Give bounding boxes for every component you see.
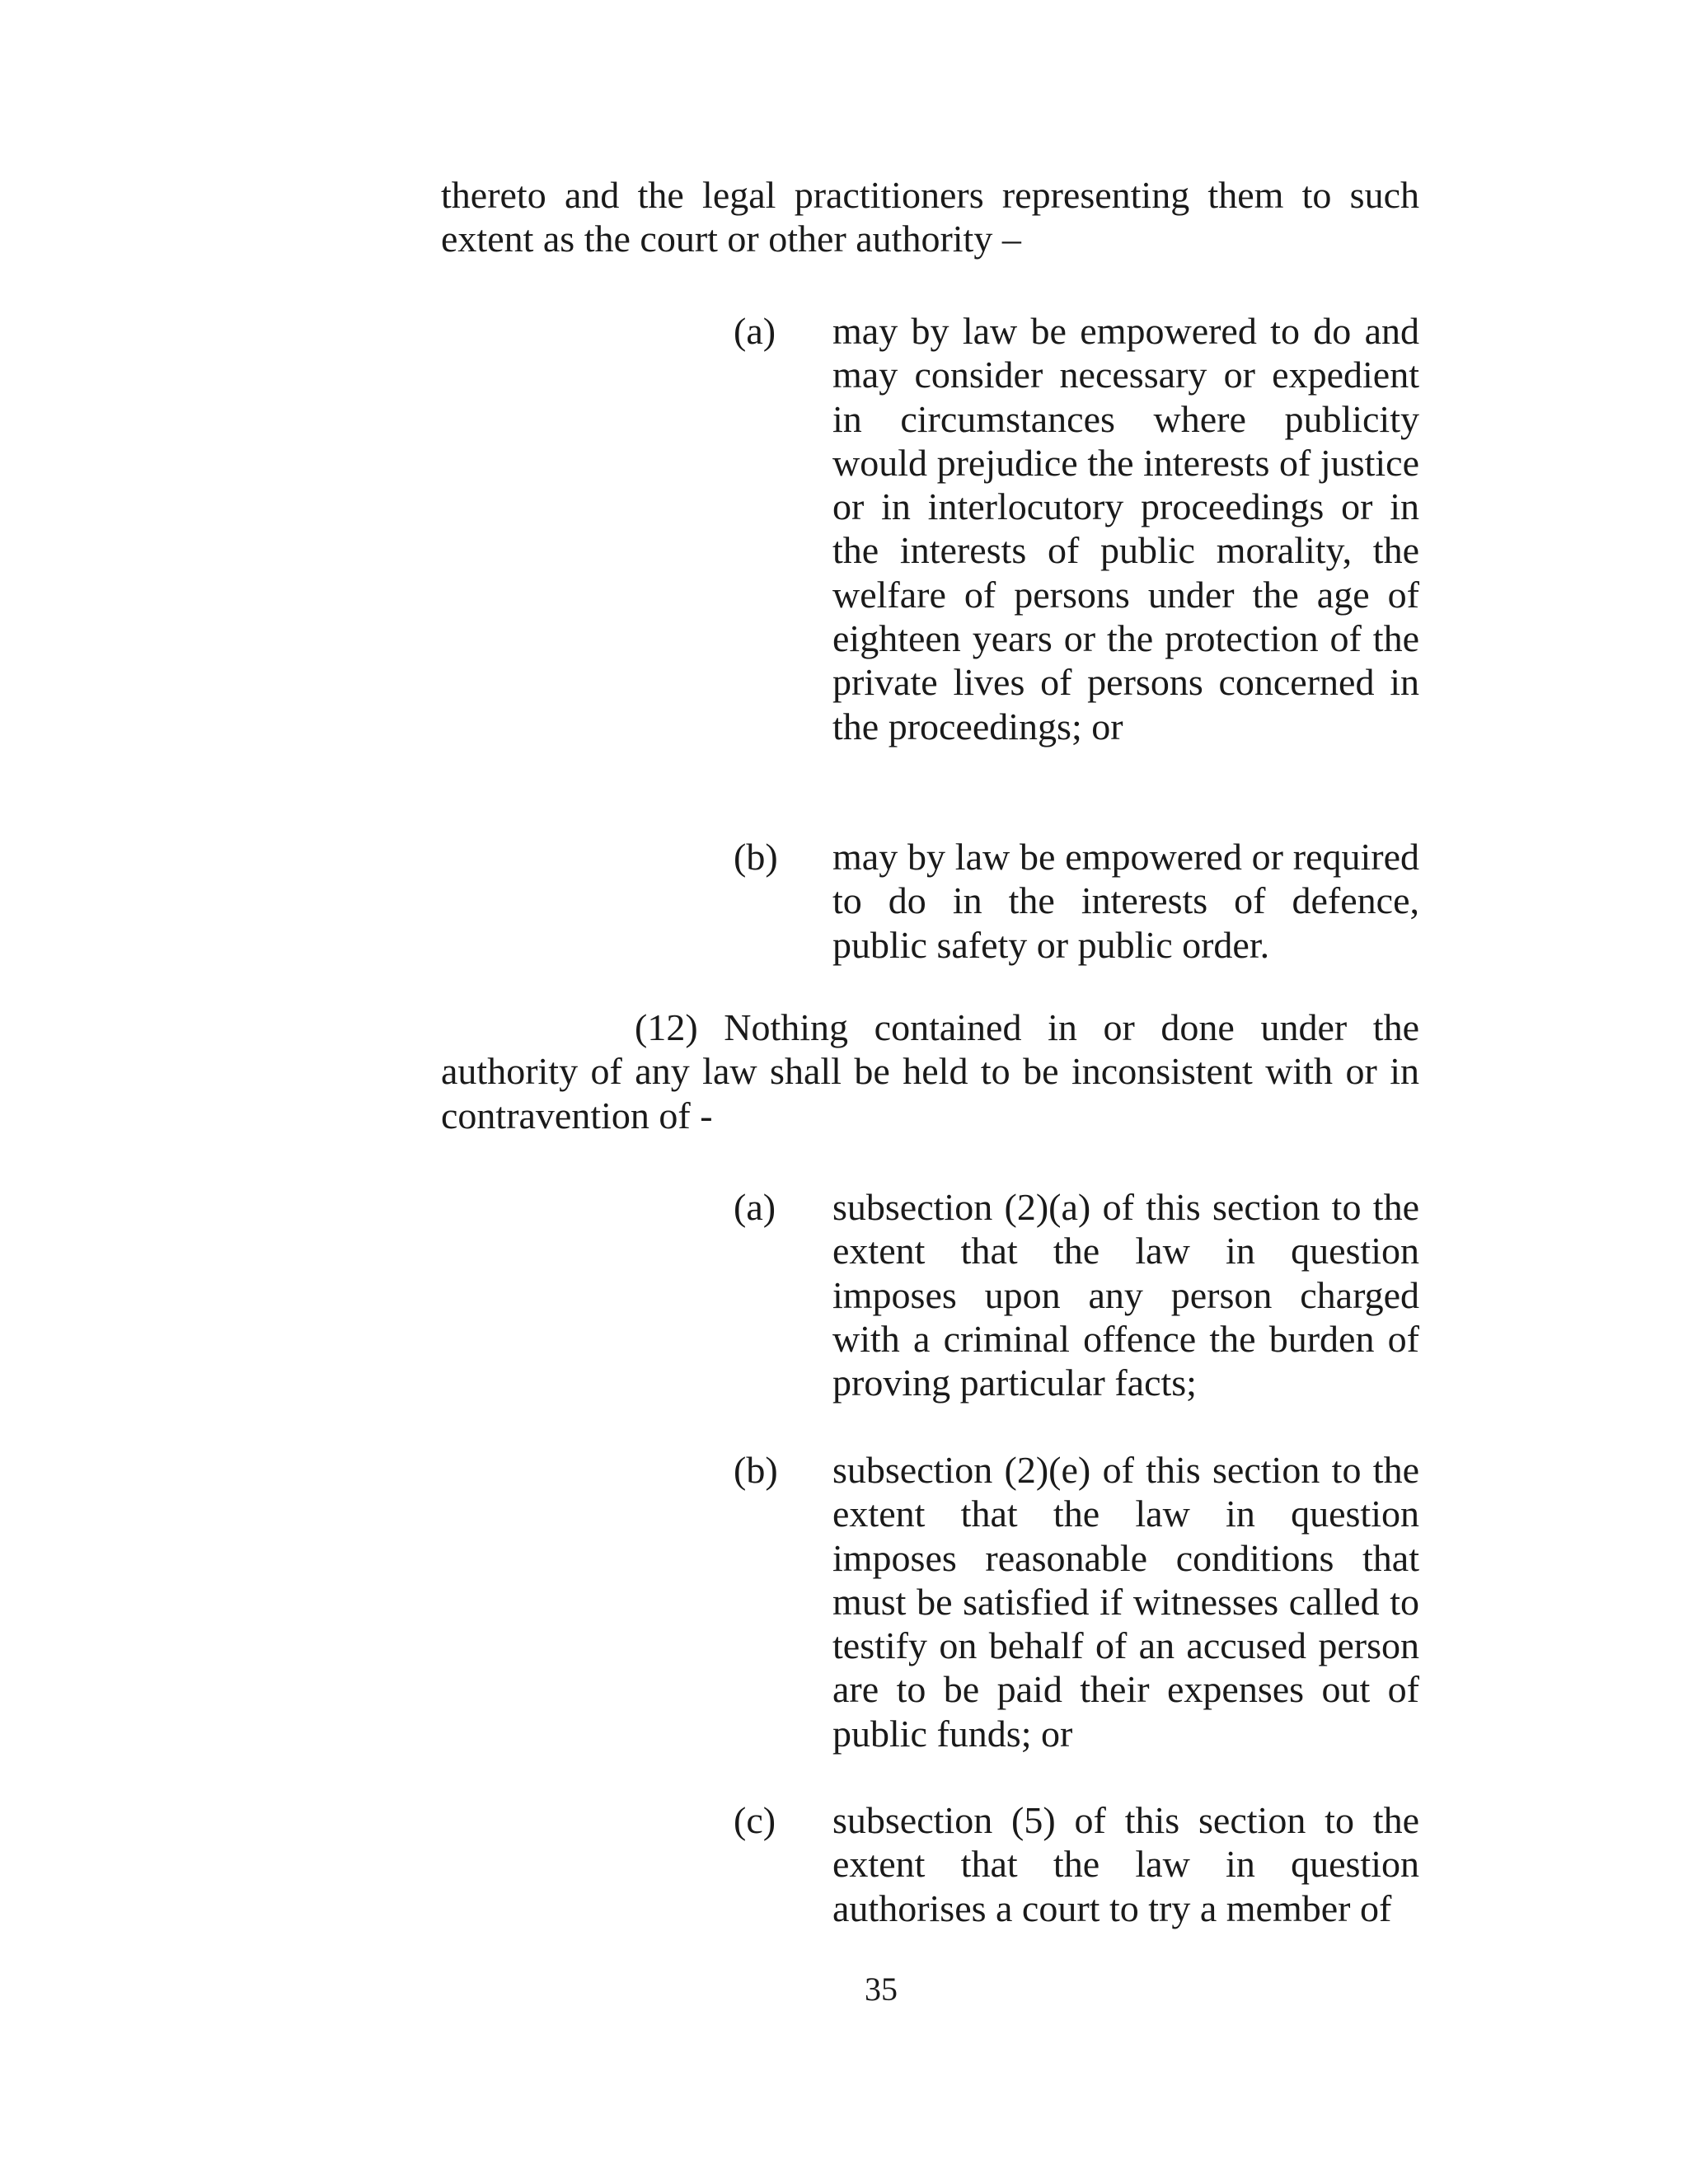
item-text: may by law be empowered or required to do in the interests of defence, public safety or public order. <box>832 836 1419 966</box>
list-item <box>734 1185 1419 1408</box>
list-item <box>734 835 1419 967</box>
item-text: may by law be empowered to do and may consider necessary or expedient in circumstances where publicity would prejudice the interests of justice or in interlocutory proceedings or in the interests of public morality, the welfare of persons under the age of eighteen years or the protection of the private lives of persons concerned in the proceedings; or <box>832 310 1419 748</box>
subsection-12-paragraph: (12) Nothing contained in or done under the authority of any law shall be held to be inconsistent with or in contravention of - <box>441 1006 1419 1137</box>
item-label: (a) <box>734 310 776 352</box>
list-item <box>734 1798 1419 1930</box>
list-item <box>734 309 1419 795</box>
list-item <box>734 1448 1419 1761</box>
continuation-paragraph: thereto and the legal practitioners representing them to such extent as the court or other authority – <box>441 174 1419 260</box>
item-label: (c) <box>734 1799 776 1841</box>
item-label: (b) <box>734 1449 778 1491</box>
page-number: 35 <box>865 1971 898 2008</box>
item-label: (b) <box>734 836 778 878</box>
item-text: subsection (2)(a) of this section to the extent that the law in question imposes upon any person charged with a criminal offence the burden of proving particular facts; <box>832 1186 1419 1404</box>
item-label: (a) <box>734 1186 776 1228</box>
item-text: subsection (2)(e) of this section to the extent that the law in question imposes reasonable conditions that must be satisfied if witnesses called to testify on behalf of an accused person are to be paid their expenses out of public funds; or <box>832 1449 1419 1755</box>
item-text: subsection (5) of this section to the extent that the law in question authorises a court to try a member of <box>832 1799 1419 1929</box>
